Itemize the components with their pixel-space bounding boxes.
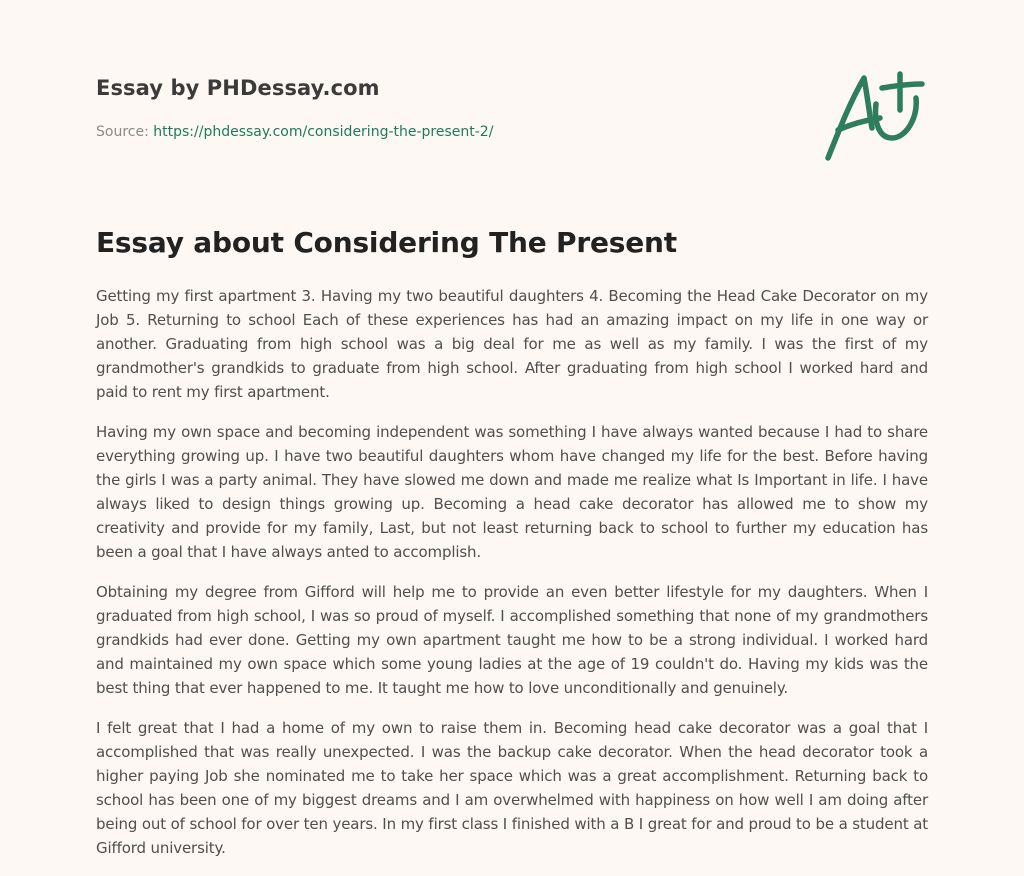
source-link[interactable]: https://phdessay.com/considering-the-present-2/ xyxy=(153,124,494,140)
essay-paragraph: Having my own space and becoming independent was something I have always wanted because I had to share everything growing up. I have two beautiful daughters whom have changed my life for the best. Before having the girls I was a party animal. They have slowed me down and made me realize what Is Important in life. I have always liked to design things growing up. Becoming a head cake decorator has allowed me to show my creativity and provide for my family, Last, but not least returning back to school to further my education has been a goal that I have always anted to accomplish. xyxy=(96,423,928,561)
site-brand: Essay by PHDessay.com xyxy=(96,76,380,100)
source-label: Source: xyxy=(96,124,154,140)
source-line xyxy=(96,124,493,140)
essay-body xyxy=(96,284,928,876)
essay-paragraph: Getting my first apartment 3. Having my two beautiful daughters 4. Becoming the Head Cake Decorator on my Job 5. Returning to school Each of these experiences has had an amazing impact on my life in one way or another. Graduating from high school was a big deal for me as well as my family. I was the first of my grandmother's grandkids to graduate from high school. After graduating from high school I worked hard and paid to rent my first apartment. xyxy=(96,287,928,401)
essay-paragraph: Obtaining my degree from Gifford will help me to provide an even better lifestyle for my daughters. When I graduated from high school, I was so proud of myself. I accomplished something that none of my grandmothers grandkids had ever done. Getting my own apartment taught me how to be a strong individual. I worked hard and maintained my own space which some young ladies at the age of 19 couldn't do. Having my kids was the best thing that ever happened to me. It taught me how to love unconditionally and genuinely. xyxy=(96,583,928,697)
essay-paragraph: I felt great that I had a home of my own to raise them in. Becoming head cake decorator was a goal that I accomplished that was really unexpected. I was the backup cake decorator. When the head decorator took a higher paying Job she nominated me to take her space which was a great accomplishment. Returning back to school has been one of my biggest dreams and I am overwhelmed with happiness on how well I am doing after being out of school for over ten years. In my first class I finished with a B I great for and proud to be a student at Gifford university. xyxy=(96,719,928,857)
a-plus-grade-icon xyxy=(818,66,928,166)
essay-title: Essay about Considering The Present xyxy=(96,226,677,259)
